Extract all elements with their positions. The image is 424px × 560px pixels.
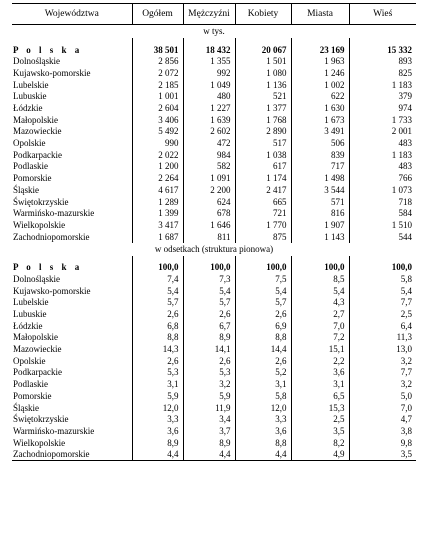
voivodeship-name: Mazowieckie bbox=[13, 344, 62, 355]
urban-value: 1 630 bbox=[291, 102, 349, 114]
women-value: 1 768 bbox=[235, 114, 291, 126]
total-value: 4 617 bbox=[132, 184, 183, 196]
men-value: 1 091 bbox=[183, 173, 235, 185]
thousands-row bbox=[12, 102, 416, 114]
table-header-row bbox=[12, 4, 416, 25]
rural-value: 5,0 bbox=[349, 390, 416, 402]
population-by-voivodeship-table bbox=[12, 3, 416, 461]
rural-value: 3,2 bbox=[349, 379, 416, 391]
men-value: 5,3 bbox=[183, 367, 235, 379]
women-value: 2,6 bbox=[235, 308, 291, 320]
rural-value: 2,5 bbox=[349, 308, 416, 320]
thousands-row bbox=[12, 219, 416, 231]
total-value: 3 417 bbox=[132, 219, 183, 231]
men-value: 5,9 bbox=[183, 390, 235, 402]
women-value: 5,4 bbox=[235, 285, 291, 297]
total-value: 1 687 bbox=[132, 231, 183, 243]
total-value: 3,6 bbox=[132, 425, 183, 437]
voivodeship-name: P o l s k a bbox=[13, 44, 83, 55]
rural-value: 584 bbox=[349, 208, 416, 220]
rural-value: 6,4 bbox=[349, 320, 416, 332]
men-value: 480 bbox=[183, 91, 235, 103]
voivodeship-name: Małopolskie bbox=[13, 114, 58, 125]
urban-value: 1 246 bbox=[291, 67, 349, 79]
total-value: 5,9 bbox=[132, 390, 183, 402]
table-body bbox=[12, 25, 416, 461]
rural-value: 11,3 bbox=[349, 332, 416, 344]
voivodeship-name: Kujawsko-pomorskie bbox=[13, 285, 91, 296]
men-value: 5,4 bbox=[183, 285, 235, 297]
percent-row bbox=[12, 297, 416, 309]
header-voivodeship: Województwa bbox=[12, 4, 132, 25]
percent-row bbox=[12, 355, 416, 367]
total-value: 2 185 bbox=[132, 79, 183, 91]
total-value: 100,0 bbox=[132, 262, 183, 274]
urban-value: 1 002 bbox=[291, 79, 349, 91]
voivodeship-name: Wielkopolskie bbox=[13, 219, 66, 230]
urban-value: 3 544 bbox=[291, 184, 349, 196]
urban-value: 1 498 bbox=[291, 173, 349, 185]
women-value: 20 067 bbox=[235, 44, 291, 56]
total-value: 5,4 bbox=[132, 285, 183, 297]
rural-value: 766 bbox=[349, 173, 416, 185]
women-value: 1 501 bbox=[235, 56, 291, 68]
voivodeship-name: Świętokrzyskie bbox=[13, 196, 69, 207]
total-value: 3 406 bbox=[132, 114, 183, 126]
urban-value: 7,2 bbox=[291, 332, 349, 344]
women-value: 8,8 bbox=[235, 332, 291, 344]
total-value: 2 604 bbox=[132, 102, 183, 114]
statistics-table-container bbox=[12, 3, 416, 461]
men-value: 678 bbox=[183, 208, 235, 220]
header-rural: Wieś bbox=[349, 4, 416, 25]
men-value: 6,7 bbox=[183, 320, 235, 332]
women-value: 100,0 bbox=[235, 262, 291, 274]
men-value: 1 355 bbox=[183, 56, 235, 68]
men-value: 2 200 bbox=[183, 184, 235, 196]
rural-value: 7,7 bbox=[349, 367, 416, 379]
voivodeship-name: Śląskie bbox=[13, 184, 39, 195]
voivodeship-name: Zachodniopomorskie bbox=[13, 231, 90, 242]
urban-value: 1 143 bbox=[291, 231, 349, 243]
voivodeship-name: Warmińsko-mazurskie bbox=[13, 425, 95, 436]
percent-row bbox=[12, 379, 416, 391]
voivodeship-name: Kujawsko-pomorskie bbox=[13, 67, 91, 78]
header-urban: Miasta bbox=[291, 4, 349, 25]
total-value: 2 856 bbox=[132, 56, 183, 68]
percent-row bbox=[12, 425, 416, 437]
rural-value: 718 bbox=[349, 196, 416, 208]
total-value: 2,6 bbox=[132, 308, 183, 320]
voivodeship-name: Mazowieckie bbox=[13, 126, 62, 137]
women-value: 1 080 bbox=[235, 67, 291, 79]
section-thousands bbox=[12, 25, 416, 39]
rural-value: 483 bbox=[349, 138, 416, 150]
women-value: 2 417 bbox=[235, 184, 291, 196]
rural-value: 15 332 bbox=[349, 44, 416, 56]
thousands-row bbox=[12, 173, 416, 185]
total-value: 3,3 bbox=[132, 414, 183, 426]
total-value: 1 001 bbox=[132, 91, 183, 103]
total-value: 8,8 bbox=[132, 332, 183, 344]
total-value: 2 264 bbox=[132, 173, 183, 185]
urban-value: 3 491 bbox=[291, 126, 349, 138]
thousands-row bbox=[12, 196, 416, 208]
women-value: 517 bbox=[235, 138, 291, 150]
women-value: 14,4 bbox=[235, 344, 291, 356]
percent-row bbox=[12, 437, 416, 449]
percent-row bbox=[12, 390, 416, 402]
urban-value: 3,5 bbox=[291, 425, 349, 437]
rural-value: 379 bbox=[349, 91, 416, 103]
rural-value: 893 bbox=[349, 56, 416, 68]
rural-value: 483 bbox=[349, 161, 416, 173]
urban-value: 5,4 bbox=[291, 285, 349, 297]
urban-value: 1 673 bbox=[291, 114, 349, 126]
women-value: 1 770 bbox=[235, 219, 291, 231]
women-value: 1 377 bbox=[235, 102, 291, 114]
section-thousands-label: w tys. bbox=[203, 26, 225, 37]
voivodeship-name: Zachodniopomorskie bbox=[12, 449, 132, 461]
percent-row bbox=[12, 367, 416, 379]
rural-value: 1 073 bbox=[349, 184, 416, 196]
women-value: 12,0 bbox=[235, 402, 291, 414]
urban-value: 1 963 bbox=[291, 56, 349, 68]
thousands-row bbox=[12, 208, 416, 220]
rural-value: 2 001 bbox=[349, 126, 416, 138]
voivodeship-name: Dolnośląskie bbox=[13, 56, 60, 67]
rural-value: 1 733 bbox=[349, 114, 416, 126]
thousands-row bbox=[12, 67, 416, 79]
voivodeship-name: Małopolskie bbox=[13, 332, 58, 343]
percent-row bbox=[12, 273, 416, 285]
total-value: 1 200 bbox=[132, 161, 183, 173]
percent-row bbox=[12, 285, 416, 297]
women-value: 617 bbox=[235, 161, 291, 173]
men-value: 984 bbox=[183, 149, 235, 161]
men-value: 100,0 bbox=[183, 262, 235, 274]
men-value: 3,4 bbox=[183, 414, 235, 426]
urban-value: 7,0 bbox=[291, 320, 349, 332]
voivodeship-name: Lubelskie bbox=[13, 79, 49, 90]
rural-value: 544 bbox=[349, 231, 416, 243]
women-value: 4,4 bbox=[235, 449, 291, 461]
women-value: 875 bbox=[235, 231, 291, 243]
voivodeship-name: Podkarpackie bbox=[13, 367, 62, 378]
voivodeship-name: Śląskie bbox=[13, 402, 39, 413]
rural-value: 100,0 bbox=[349, 262, 416, 274]
thousands-row bbox=[12, 161, 416, 173]
urban-value: 2,5 bbox=[291, 414, 349, 426]
voivodeship-name: Lubuskie bbox=[13, 91, 47, 102]
thousands-row bbox=[12, 138, 416, 150]
rural-value: 13,0 bbox=[349, 344, 416, 356]
rural-value: 9,8 bbox=[349, 437, 416, 449]
men-value: 14,1 bbox=[183, 344, 235, 356]
voivodeship-name: Lubuskie bbox=[13, 309, 47, 320]
men-value: 18 432 bbox=[183, 44, 235, 56]
women-value: 1 174 bbox=[235, 173, 291, 185]
voivodeship-name: Pomorskie bbox=[13, 173, 52, 184]
thousands-row bbox=[12, 56, 416, 68]
urban-value: 23 169 bbox=[291, 44, 349, 56]
percent-row bbox=[12, 344, 416, 356]
voivodeship-name: Dolnośląskie bbox=[13, 273, 60, 284]
urban-value: 15,1 bbox=[291, 344, 349, 356]
percent-total-row bbox=[12, 262, 416, 274]
rural-value: 3,2 bbox=[349, 355, 416, 367]
women-value: 665 bbox=[235, 196, 291, 208]
header-men: Mężczyźni bbox=[183, 4, 235, 25]
total-value: 5,7 bbox=[132, 297, 183, 309]
men-value: 8,9 bbox=[183, 332, 235, 344]
percent-row bbox=[12, 449, 416, 461]
urban-value: 816 bbox=[291, 208, 349, 220]
urban-value: 571 bbox=[291, 196, 349, 208]
rural-value: 3,5 bbox=[349, 449, 416, 461]
men-value: 1 049 bbox=[183, 79, 235, 91]
women-value: 5,7 bbox=[235, 297, 291, 309]
men-value: 2,6 bbox=[183, 308, 235, 320]
men-value: 1 227 bbox=[183, 102, 235, 114]
women-value: 5,2 bbox=[235, 367, 291, 379]
voivodeship-name: Pomorskie bbox=[13, 390, 52, 401]
voivodeship-name: Warmińsko-mazurskie bbox=[13, 208, 95, 219]
thousands-row bbox=[12, 126, 416, 138]
men-value: 1 639 bbox=[183, 114, 235, 126]
rural-value: 1 183 bbox=[349, 79, 416, 91]
header-women: Kobiety bbox=[235, 4, 291, 25]
women-value: 3,6 bbox=[235, 425, 291, 437]
rural-value: 5,4 bbox=[349, 285, 416, 297]
voivodeship-name: Łódzkie bbox=[13, 103, 43, 114]
women-value: 8,8 bbox=[235, 437, 291, 449]
thousands-row bbox=[12, 184, 416, 196]
percent-row bbox=[12, 308, 416, 320]
rural-value: 7,7 bbox=[349, 297, 416, 309]
men-value: 1 646 bbox=[183, 219, 235, 231]
women-value: 521 bbox=[235, 91, 291, 103]
total-value: 5,3 bbox=[132, 367, 183, 379]
total-value: 1 289 bbox=[132, 196, 183, 208]
total-value: 14,3 bbox=[132, 344, 183, 356]
women-value: 7,5 bbox=[235, 273, 291, 285]
women-value: 1 038 bbox=[235, 149, 291, 161]
thousands-row bbox=[12, 91, 416, 103]
voivodeship-name: Podlaskie bbox=[13, 379, 48, 390]
men-value: 811 bbox=[183, 231, 235, 243]
men-value: 3,7 bbox=[183, 425, 235, 437]
men-value: 8,9 bbox=[183, 437, 235, 449]
men-value: 992 bbox=[183, 67, 235, 79]
section-percent bbox=[12, 243, 416, 256]
women-value: 3,1 bbox=[235, 379, 291, 391]
thousands-row bbox=[12, 114, 416, 126]
urban-value: 506 bbox=[291, 138, 349, 150]
total-value: 7,4 bbox=[132, 273, 183, 285]
men-value: 5,7 bbox=[183, 297, 235, 309]
total-value: 38 501 bbox=[132, 44, 183, 56]
percent-row bbox=[12, 332, 416, 344]
rural-value: 4,7 bbox=[349, 414, 416, 426]
rural-value: 5,8 bbox=[349, 273, 416, 285]
rural-value: 1 510 bbox=[349, 219, 416, 231]
men-value: 472 bbox=[183, 138, 235, 150]
urban-value: 839 bbox=[291, 149, 349, 161]
voivodeship-name: Świętokrzyskie bbox=[13, 414, 69, 425]
rural-value: 3,8 bbox=[349, 425, 416, 437]
urban-value: 100,0 bbox=[291, 262, 349, 274]
urban-value: 6,5 bbox=[291, 390, 349, 402]
men-value: 4,4 bbox=[183, 449, 235, 461]
women-value: 1 136 bbox=[235, 79, 291, 91]
voivodeship-name: P o l s k a bbox=[13, 262, 83, 273]
urban-value: 622 bbox=[291, 91, 349, 103]
urban-value: 4,9 bbox=[291, 449, 349, 461]
rural-value: 825 bbox=[349, 67, 416, 79]
thousands-row bbox=[12, 149, 416, 161]
urban-value: 8,2 bbox=[291, 437, 349, 449]
men-value: 11,9 bbox=[183, 402, 235, 414]
voivodeship-name: Wielkopolskie bbox=[13, 437, 66, 448]
urban-value: 8,5 bbox=[291, 273, 349, 285]
women-value: 2 890 bbox=[235, 126, 291, 138]
men-value: 7,3 bbox=[183, 273, 235, 285]
rural-value: 1 183 bbox=[349, 149, 416, 161]
women-value: 3,3 bbox=[235, 414, 291, 426]
urban-value: 4,3 bbox=[291, 297, 349, 309]
urban-value: 2,7 bbox=[291, 308, 349, 320]
total-value: 2 072 bbox=[132, 67, 183, 79]
men-value: 2 602 bbox=[183, 126, 235, 138]
section-percent-label: w odsetkach (struktura pionowa) bbox=[154, 243, 274, 254]
men-value: 3,2 bbox=[183, 379, 235, 391]
voivodeship-name: Łódzkie bbox=[13, 320, 43, 331]
urban-value: 3,1 bbox=[291, 379, 349, 391]
urban-value: 15,3 bbox=[291, 402, 349, 414]
total-value: 6,8 bbox=[132, 320, 183, 332]
percent-row bbox=[12, 402, 416, 414]
men-value: 582 bbox=[183, 161, 235, 173]
women-value: 6,9 bbox=[235, 320, 291, 332]
total-value: 4,4 bbox=[132, 449, 183, 461]
thousands-row bbox=[12, 79, 416, 91]
voivodeship-name: Podkarpackie bbox=[13, 149, 62, 160]
rural-value: 7,0 bbox=[349, 402, 416, 414]
percent-row bbox=[12, 320, 416, 332]
women-value: 2,6 bbox=[235, 355, 291, 367]
voivodeship-name: Opolskie bbox=[13, 355, 46, 366]
thousands-row bbox=[12, 231, 416, 243]
total-value: 990 bbox=[132, 138, 183, 150]
urban-value: 3,6 bbox=[291, 367, 349, 379]
rural-value: 974 bbox=[349, 102, 416, 114]
total-value: 2,6 bbox=[132, 355, 183, 367]
men-value: 624 bbox=[183, 196, 235, 208]
voivodeship-name: Lubelskie bbox=[13, 297, 49, 308]
total-value: 8,9 bbox=[132, 437, 183, 449]
women-value: 721 bbox=[235, 208, 291, 220]
voivodeship-name: Podlaskie bbox=[13, 161, 48, 172]
header-total: Ogółem bbox=[132, 4, 183, 25]
total-value: 3,1 bbox=[132, 379, 183, 391]
total-value: 5 492 bbox=[132, 126, 183, 138]
total-value: 1 399 bbox=[132, 208, 183, 220]
percent-row bbox=[12, 414, 416, 426]
voivodeship-name: Opolskie bbox=[13, 138, 46, 149]
urban-value: 2,2 bbox=[291, 355, 349, 367]
thousands-total-row bbox=[12, 44, 416, 56]
urban-value: 717 bbox=[291, 161, 349, 173]
men-value: 2,6 bbox=[183, 355, 235, 367]
total-value: 12,0 bbox=[132, 402, 183, 414]
women-value: 5,8 bbox=[235, 390, 291, 402]
urban-value: 1 907 bbox=[291, 219, 349, 231]
total-value: 2 022 bbox=[132, 149, 183, 161]
